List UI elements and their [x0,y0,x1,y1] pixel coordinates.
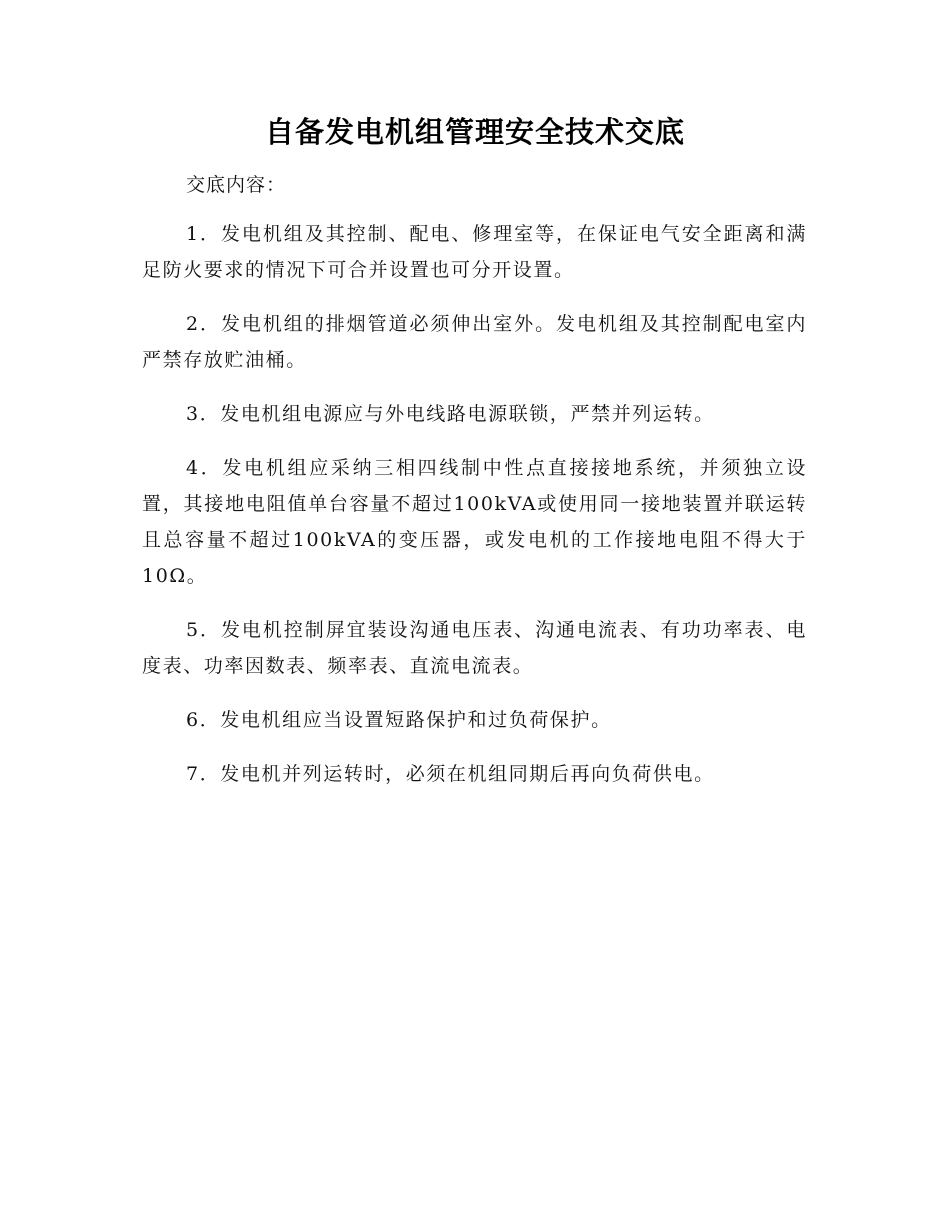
paragraph-1 [142,216,807,288]
paragraph-number: 5． [186,619,221,641]
paragraph-number: 7． [186,763,221,785]
paragraph-text: 发电机组及其控制、配电、修理室等，在保证电气安全距离和满足防火要求的情况下可合并设置也可分开设置。 [142,223,807,281]
paragraph-text: 发电机组电源应与外电线路电源联锁，严禁并列运转。 [220,403,715,425]
paragraph-number: 4． [186,457,223,479]
paragraph-number: 2． [186,313,221,335]
paragraph-text: 发电机控制屏宜装设沟通电压表、沟通电流表、有功功率表、电度表、功率因数表、频率表、直流电流表。 [142,619,807,677]
paragraph-number: 1． [186,223,221,245]
paragraph-3 [142,396,807,432]
paragraph-2 [142,306,807,378]
paragraph-text: 发电机组的排烟管道必须伸出室外。发电机组及其控制配电室内严禁存放贮油桶。 [142,313,807,371]
paragraph-4 [142,450,807,594]
paragraph-number: 6． [186,709,221,731]
paragraph-text: 发电机并列运转时，必须在机组同期后再向负荷供电。 [220,763,715,785]
paragraph-text: 发电机组应采纳三相四线制中性点直接接地系统，并须独立设置，其接地电阻值单台容量不超过100kVA或使用同一接地装置并联运转且总容量不超过100kVA的变压器，或发电机的工作接地电阻不得大于10Ω。 [142,457,807,587]
intro-label: 交底内容： [186,174,287,196]
paragraph-6 [142,702,807,738]
paragraph-7 [142,756,807,792]
paragraph-number: 3． [186,403,221,425]
document-title: 自备发电机组管理安全技术交底 [264,115,685,149]
paragraph-text: 发电机组应当设置短路保护和过负荷保护。 [220,709,612,731]
paragraph-5 [142,612,807,684]
